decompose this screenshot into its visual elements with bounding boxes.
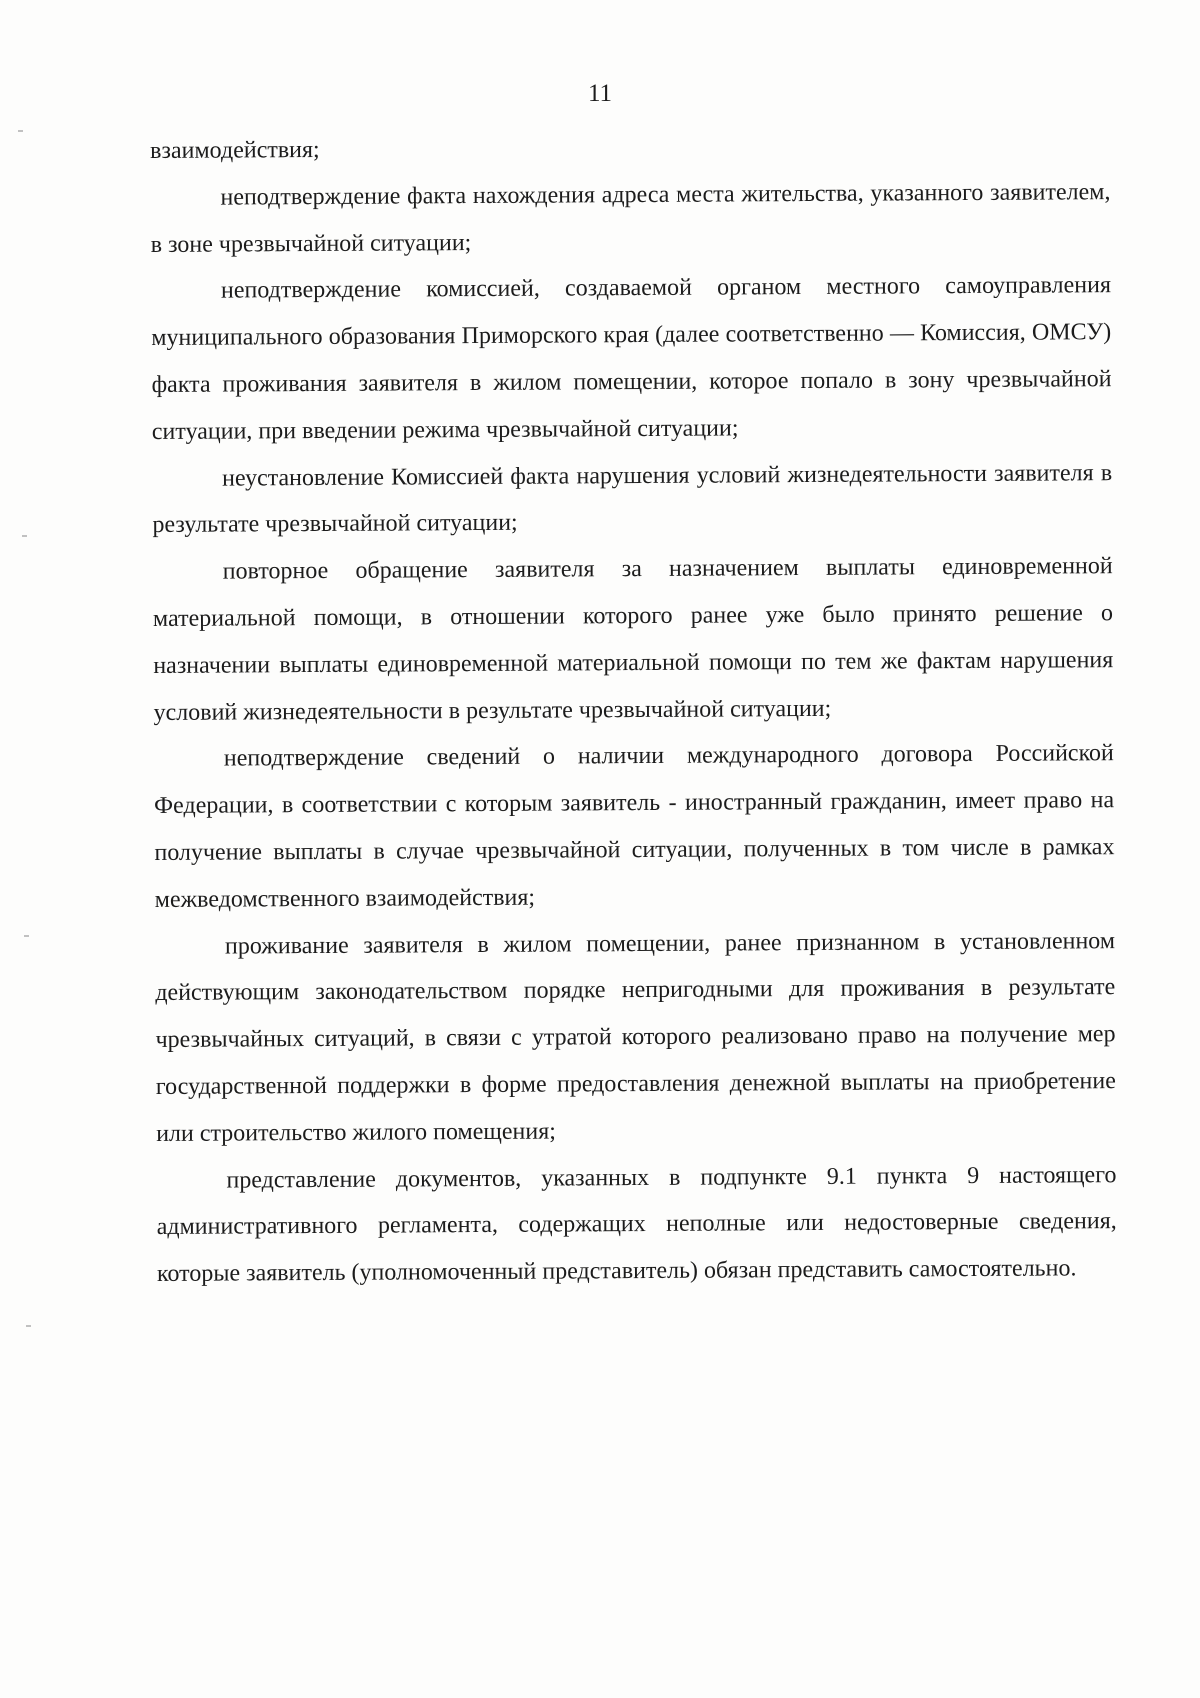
- paragraph-repeated-application: повторное обращение заявителя за назначением выплаты единовременной материальной помощи, в отношении которого ранее уже было принято решение о назначении выплаты единовременной материальной помощи по тем же фактам нарушения условий жизнедеятельности в результате чрезвычайной ситуации;: [152, 553, 1114, 726]
- paragraph-living-conditions-not-established: неустановление Комиссией факта нарушения условий жизнедеятельности заявителя в результате чрезвычайной ситуации;: [152, 459, 1113, 539]
- scan-mark: [24, 935, 29, 937]
- scan-mark: [26, 1325, 31, 1327]
- paragraph-international-treaty: неподтверждение сведений о наличии международного договора Российской Федерации, в соответствии с которым заявитель - иностранный гражданин, имеет право на получение выплаты в случае чрезвычайной ситуации, полученных в том числе в рамках межведомственного взаимодействия;: [154, 740, 1115, 913]
- paragraph-incomplete-documents: представление документов, указанных в подпункте 9.1 пункта 9 настоящего административного регламента, содержащих неполные или недостоверные сведения, которые заявитель (уполномоченный представитель) обязан представить самостоятельно.: [156, 1161, 1117, 1288]
- document-body: [150, 122, 1117, 1298]
- page-number: 11: [587, 80, 613, 107]
- paragraph-residence-not-confirmed: неподтверждение комиссией, создаваемой органом местного самоуправления муниципального образования Приморского края (далее соответственно — Комиссия, ОМСУ) факта проживания заявителя в жилом помещении, которое попало в зону чрезвычайной ситуации, при введении режима чрезвычайной ситуации;: [151, 272, 1112, 445]
- paragraph-address-not-confirmed: неподтверждение факта нахождения адреса места жительства, указанного заявителем, в зоне чрезвычайной ситуации;: [150, 178, 1111, 258]
- scan-mark: [22, 535, 27, 537]
- paragraph-unfit-housing: проживание заявителя в жилом помещении, ранее признанном в установленном действующим законодательством порядке непригодными для проживания в результате чрезвычайных ситуаций, в связи с утратой которого реализовано право на получение мер государственной поддержки в форме предоставления денежной выплаты на приобретение или строительство жилого помещения;: [155, 927, 1116, 1147]
- paragraph-continuation: взаимодействия;: [150, 136, 320, 164]
- scan-mark: [18, 130, 23, 132]
